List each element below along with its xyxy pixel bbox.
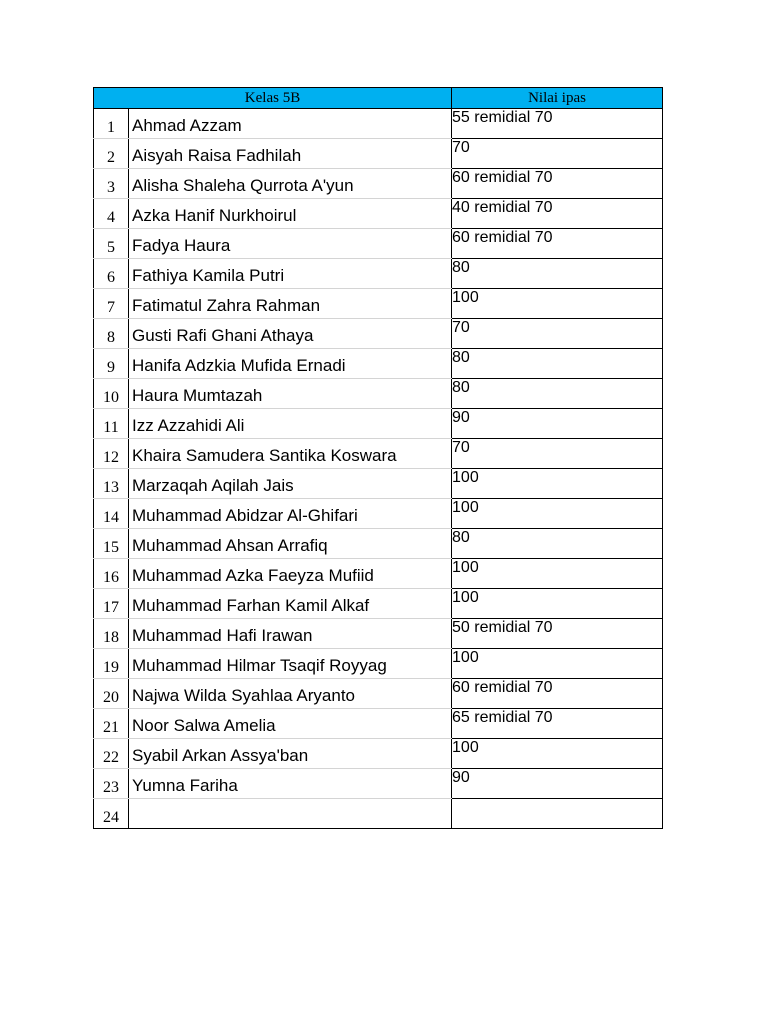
table-row (94, 739, 663, 769)
student-name-cell[interactable]: Fathiya Kamila Putri (129, 259, 452, 289)
table-row (94, 319, 663, 349)
student-name-cell[interactable]: Haura Mumtazah (129, 379, 452, 409)
row-number-cell[interactable]: 11 (94, 409, 129, 439)
student-name-cell[interactable]: Ahmad Azzam (129, 109, 452, 139)
table-row (94, 769, 663, 799)
score-cell[interactable]: 100 (452, 739, 663, 769)
student-name-cell[interactable]: Hanifa Adzkia Mufida Ernadi (129, 349, 452, 379)
row-number-cell[interactable]: 8 (94, 319, 129, 349)
table-row (94, 379, 663, 409)
score-cell[interactable]: 100 (452, 469, 663, 499)
row-number-cell[interactable]: 5 (94, 229, 129, 259)
row-number-cell[interactable]: 17 (94, 589, 129, 619)
row-number-cell[interactable]: 3 (94, 169, 129, 199)
table-body (94, 109, 663, 829)
table-row (94, 289, 663, 319)
table-row (94, 499, 663, 529)
student-name-cell[interactable]: Gusti Rafi Ghani Athaya (129, 319, 452, 349)
table-row (94, 259, 663, 289)
row-number-cell[interactable]: 4 (94, 199, 129, 229)
header-class-cell[interactable]: Kelas 5B (94, 88, 452, 109)
student-name-cell[interactable]: Najwa Wilda Syahlaa Aryanto (129, 679, 452, 709)
header-score-cell[interactable]: Nilai ipas (452, 88, 663, 109)
row-number-cell[interactable]: 1 (94, 109, 129, 139)
score-cell[interactable]: 60 remidial 70 (452, 679, 663, 709)
student-name-cell[interactable]: Izz Azzahidi Ali (129, 409, 452, 439)
score-cell[interactable]: 70 (452, 139, 663, 169)
table-row (94, 679, 663, 709)
student-name-cell[interactable]: Muhammad Hilmar Tsaqif Royyag (129, 649, 452, 679)
header-row (94, 88, 663, 109)
student-name-cell[interactable]: Azka Hanif Nurkhoirul (129, 199, 452, 229)
row-number-cell[interactable]: 21 (94, 709, 129, 739)
score-cell[interactable]: 65 remidial 70 (452, 709, 663, 739)
student-name-cell[interactable]: Aisyah Raisa Fadhilah (129, 139, 452, 169)
score-cell[interactable]: 100 (452, 559, 663, 589)
score-cell[interactable]: 70 (452, 439, 663, 469)
student-name-cell[interactable]: Muhammad Ahsan Arrafiq (129, 529, 452, 559)
table-row (94, 799, 663, 829)
student-name-cell[interactable]: Muhammad Hafi Irawan (129, 619, 452, 649)
table-row (94, 589, 663, 619)
row-number-cell[interactable]: 12 (94, 439, 129, 469)
student-name-cell[interactable]: Fadya Haura (129, 229, 452, 259)
student-name-cell[interactable]: Syabil Arkan Assya'ban (129, 739, 452, 769)
row-number-cell[interactable]: 22 (94, 739, 129, 769)
score-cell[interactable]: 80 (452, 379, 663, 409)
table-row (94, 469, 663, 499)
table-row (94, 109, 663, 139)
row-number-cell[interactable]: 19 (94, 649, 129, 679)
table-row (94, 139, 663, 169)
score-cell[interactable]: 50 remidial 70 (452, 619, 663, 649)
student-name-cell[interactable]: Marzaqah Aqilah Jais (129, 469, 452, 499)
score-cell[interactable]: 90 (452, 769, 663, 799)
score-cell[interactable]: 90 (452, 409, 663, 439)
row-number-cell[interactable]: 15 (94, 529, 129, 559)
score-cell[interactable]: 60 remidial 70 (452, 169, 663, 199)
table-row (94, 619, 663, 649)
table-row (94, 709, 663, 739)
table-row (94, 229, 663, 259)
row-number-cell[interactable]: 16 (94, 559, 129, 589)
student-name-cell[interactable]: Noor Salwa Amelia (129, 709, 452, 739)
row-number-cell[interactable]: 13 (94, 469, 129, 499)
row-number-cell[interactable]: 23 (94, 769, 129, 799)
row-number-cell[interactable]: 9 (94, 349, 129, 379)
score-cell[interactable]: 100 (452, 589, 663, 619)
table-row (94, 199, 663, 229)
student-name-cell[interactable]: Muhammad Azka Faeyza Mufiid (129, 559, 452, 589)
row-number-cell[interactable]: 6 (94, 259, 129, 289)
score-cell[interactable]: 40 remidial 70 (452, 199, 663, 229)
score-cell[interactable]: 100 (452, 289, 663, 319)
row-number-cell[interactable]: 14 (94, 499, 129, 529)
student-name-cell[interactable] (129, 799, 452, 829)
table-row (94, 349, 663, 379)
row-number-cell[interactable]: 7 (94, 289, 129, 319)
student-name-cell[interactable]: Fatimatul Zahra Rahman (129, 289, 452, 319)
score-cell[interactable]: 100 (452, 499, 663, 529)
row-number-cell[interactable]: 2 (94, 139, 129, 169)
score-cell[interactable]: 60 remidial 70 (452, 229, 663, 259)
table-row (94, 529, 663, 559)
student-name-cell[interactable]: Muhammad Abidzar Al-Ghifari (129, 499, 452, 529)
student-name-cell[interactable]: Khaira Samudera Santika Koswara (129, 439, 452, 469)
table-row (94, 439, 663, 469)
row-number-cell[interactable]: 18 (94, 619, 129, 649)
table-row (94, 649, 663, 679)
row-number-cell[interactable]: 24 (94, 799, 129, 829)
score-cell[interactable]: 80 (452, 529, 663, 559)
score-cell[interactable]: 70 (452, 319, 663, 349)
table-row (94, 169, 663, 199)
student-score-table (93, 87, 663, 829)
score-cell[interactable]: 80 (452, 259, 663, 289)
student-name-cell[interactable]: Yumna Fariha (129, 769, 452, 799)
score-cell[interactable]: 100 (452, 649, 663, 679)
score-cell[interactable]: 55 remidial 70 (452, 109, 663, 139)
score-cell[interactable] (452, 799, 663, 829)
student-name-cell[interactable]: Alisha Shaleha Qurrota A'yun (129, 169, 452, 199)
student-name-cell[interactable]: Muhammad Farhan Kamil Alkaf (129, 589, 452, 619)
row-number-cell[interactable]: 10 (94, 379, 129, 409)
table-row (94, 559, 663, 589)
score-cell[interactable]: 80 (452, 349, 663, 379)
table-row (94, 409, 663, 439)
row-number-cell[interactable]: 20 (94, 679, 129, 709)
